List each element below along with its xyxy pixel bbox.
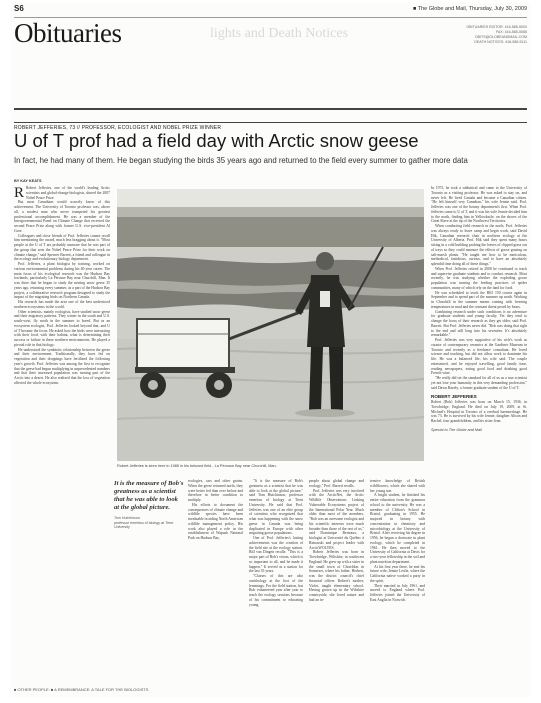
newspaper-page (10, 3, 531, 697)
article-paragraph: His efforts to document the consequences of climate change and wildlife species have been invaluable in aiding North American wildlife management policy. His work also played a role in the establishment of Wapusk National Park on Hudson Bay. (188, 502, 243, 540)
page-footer: ■ OTHER PEOPLE: ■ A REMEMBRANCE: A TALE FOR THE BIOLOGISTS (14, 687, 149, 692)
pull-quote-title: professor emeritus of biology at Trent University (114, 520, 174, 530)
article-column-6 (431, 186, 527, 682)
article-column-1 (14, 186, 110, 682)
drop-cap: R (14, 186, 25, 201)
section-divider (14, 108, 527, 110)
pull-quote-attribution (114, 516, 184, 530)
article-paragraph: Their married in July 1961, and moved to England where Prof. Jefferies joined the University of East Anglia in Norwich. (370, 583, 425, 602)
obituary-box-title: ROBERT JEFFERIES (431, 394, 477, 400)
pull-quote (114, 480, 184, 530)
article-paragraph: Robert Jefferies was born in Trowbridge, Wiltshire, in southwest England. He grew up with a sister in the small town of Chiseldon in Somerset, where his father, Herbert, was the district council's chief financial officer. Robert's mother, Violet, taught elementary school. Having grown up in the Wiltshire countryside, she loved nature and had an in- (309, 550, 364, 602)
article-byline: BY KAY KEATS (14, 179, 42, 183)
article-paragraph: Prof. Jefferies was very supportive of his wife's work as curator of contemporary ceramics at the Gardiner Museum in Toronto and recently as a freelance consultant. He loved science and teaching, but did not allow work to dominate his life. He was a balanced life, his wife said. The couple entertained, and he enjoyed travelling, good family time, reading newspapers, eating good food and drinking good French wine. (431, 338, 527, 376)
article-paragraph: One of Prof. Jefferies's lasting achievements was the creation of the field site at the ecology station. Bill van Dingen recalls: "This is a major part of Bob's vision, which is so important to all, and he made it happen." It served as a station for the last 35 years. (249, 536, 303, 574)
article-column-5 (370, 479, 425, 682)
pull-quote-name: Tom Hutchinson (114, 516, 140, 520)
article-paragraph: "He really did set the standard for all of us as a true scientist yet not lose your humanity in this very demanding profession," said Dawn Bazely, a former graduate student of the U of T. (431, 376, 527, 390)
article-paragraph: R Robert Jefferies, one of the world's leading Arctic scientists and global-change biologists, shared the 2007 Nobel Peace Prize. (14, 186, 110, 201)
photo-caption: Robert Jefferies is seen here in 1985 in his beloved field - La Pérouse Bay near Churchill, Man. (117, 464, 277, 468)
article-paragraph: His research has made the area one of the best understood northern ecosystems in the world. (14, 300, 110, 309)
article-paragraph: people about global change and ecology," Prof. Barrett recalls. (309, 479, 364, 488)
article-paragraph: Prof. Jefferies was very involved with the ArcticNet, the Arctic Wildlife Observations Linking Vulnerable Ecosystems project of the International Polar Year. Much older than most of the members, "Bob was an awesome ecologist and his scientific interests were much broader than those of the rest of us," said Dominique Berteaux, a biologist at Université du Québec à Rimouski and project leader with ArcticWOLVES. (309, 488, 364, 550)
obituary-box-text: Robert (Bob) Jefferies was born on March 15, 1936, in Trowbridge, England. He died on July 19, 2009, at St. Michael's Hospital in Toronto of a cerebral haemorrhage. He was 73. He is survived by his wife Jennie, daughter Alison and Rachel, four grandchildren, and his sister Jean. (431, 400, 527, 423)
article-paragraph: Prof. Jefferies, a plant biologist by training, worked on various environmental problems during his 40-year career. The main focus of his ecological research was the Hudson Bay lowlands, particularly La Pérouse Bay near Churchill, Man. It was there that he began to study the nesting snow geese 35 years ago, returning every summer, as a part of the Hudson Bay project, a collaborative research program designed to study the impact of the migrating birds on Northern Canada. (14, 262, 110, 300)
article-paragraph: When conducting field research in the north, Prof. Jefferies was always ready to leave camp and begin work, said David Hik, Canadian research chair in northern ecology at the University of Alberta. Prof. Hik said they spent many hours sitting in a cold building probing the leaves of clipped grass out of trays so they could measure the effects of goose grazing on salt-marsh plants. "He taught me how to be meticulous, methodical, fastidious, curious, and to have an absolutely splendid time doing all of these things." (431, 224, 527, 266)
article-paragraph: "Classes of this are also ornithology at the foot of the lemmings. For the field station, but Bob volunteered year after year to teach the ecology sessions because of his commitment to educating young (249, 574, 303, 607)
pull-quote-text: It is the measure of Bob's greatness as a scientist that he was able to look at the global picture. (114, 480, 184, 511)
article-paragraph: But most Canadians would scarcely know of this achievement. The University of Toronto professor was, above all, a modest man who never trumpeted his greatest professional accomplishment. He was a member of the Intergovernmental Panel on Climate Change that received the second Peace Prize along with former U.S. vice-president Al Gore. (14, 200, 110, 233)
article-column-2 (188, 479, 243, 682)
article-headline: U of T prof had a field day with Arctic snow geese (14, 130, 419, 151)
contact-info (419, 25, 527, 45)
article-paragraph: Colleagues and close friends of Prof. Jefferies cannot recall him mentioning the award, much less bragging about it. "Most people at the U of T are probably unaware that he was part of the group that won the Nobel Peace Prize for their work on climate change," said Spencer Barrett, a friend and colleague in the ecology and evolutionary biology department. (14, 233, 110, 262)
article-paragraph: In 1973, he took a sabbatical and came to the University of Toronto as a visiting professor. He was asked to stay on, and never left. He lived Canada and became a Canadian citizen. "He felt himself very Canadian," his wife Jennie said. Prof. Jefferies was one of the botany department's first. When Prof. Jefferies came to U of T, and it was his wife Jennie decided him to the north, finding him in Yellowknife, on the shores of the Great Slave at the tip of the Northwest Territories. (431, 186, 527, 224)
article-paragraph: He was scheduled to teach the BIO 150 course again in September and to spend part of the summer up north. Working in Churchill in the summer means coming with freezing temperatures in mud and the constant threat posed by bears. (431, 290, 527, 309)
contact-line: DEATH NOTICES: 416-585-5111 (474, 40, 527, 44)
kicker-divider (14, 122, 527, 123)
page-header-bar (14, 5, 527, 18)
article-paragraph: A bright student, he finished his entire education from the grammar school to the university. He was a member of Clifton's School in Bristol, graduating in 1955. He majored in botany with concentration in chemistry and microbiology at the University of Bristol. After receiving his degree in 1956, he began a doctorate in plant ecology, which he completed in 1961. He then moved to the University of California at Davis for a two-year fellowship in the soil and plant nutrition department. (370, 493, 425, 564)
article-paragraph: ecologies, cars and other grains. When the geese returned north, they were better fed than ever before and therefore in better condition to multiply. (188, 479, 243, 502)
contact-line: OBITS@GLOBEANDMAIL.COM (474, 35, 527, 39)
article-paragraph: He understood the symbiotic relationship between the geese and their environment. Traditionally, they have fed on vegetation and their droppings have fertilized the following year's growth. Prof. Jefferies was among the first to recognize that the geese had begun multiplying in unprecedented numbers and that their increased population was turning part of the Arctic into a desert. He also realized that the loss of vegetation affected the whole ecosystem. (14, 347, 110, 385)
masthead: ■ The Globe and Mail, Thursday, July 30, 2009 (413, 6, 527, 12)
field-photo-illustration (117, 189, 424, 461)
article-paragraph: When Prof. Jefferies retired in 2000 he continued to teach and supervise graduate students and to conduct research. Most recently, he was studying whether the exploding goose population was turning the feeding practices of spider communities, many of which rely on the land for food. (431, 266, 527, 290)
page-number: S6 (14, 4, 24, 13)
article-kicker: ROBERT JEFFERIES, 73 // PROFESSOR, ECOLOGIST AND NOBEL PRIZE WINNER (14, 125, 222, 131)
article-paragraph: Combining research under such conditions is no adventure for graduate students and young faculty. Yet they tend to change the focus of their research as they get older, said Prof. Barrett. But Prof. Jefferies never did. "Bob was doing that right to the end and still long into his seventies. It's absolutely remarkable." (431, 309, 527, 338)
article-paragraph: At his first year there, he met his future wife, Jennie Leslie, where the California native worked a party in the spirit. (370, 564, 425, 583)
article-column-3 (249, 479, 303, 682)
article-paragraph: Other scientists, mainly ecologists, have studied snow geese and their migratory patterns. They winter in the south and U.S. south-west, fly north in the summer to breed. But as an ecosystem ecologist, Prof. Jefferies looked beyond that, and U of T became the focus. He asked how the birds were interacting with their food, with their habitat, what is determining their success or failure in these northern environments. He played a pivotal role in that biology. (14, 309, 110, 347)
section-title: Obituaries (14, 18, 122, 48)
bleedthrough-text: lights and Death Notices (210, 26, 349, 41)
article-paragraph: "It is the measure of Bob's greatness as a scientist that he was able to look at the global picture," said Tom Hutchinson, professor emeritus of biology at Trent University. He said that Prof. Jefferies was one of an elite group of scientists who recognized that what was happening with the snow geese in Canada was being duplicated in Europe with other migrating goose populations. (249, 479, 303, 536)
contact-line: FAX: 416-585-5085 (495, 30, 527, 34)
special-credit: Special to The Globe and Mail (431, 427, 482, 432)
article-deck: In fact, he had many of them. He began studying the birds 35 years ago and returned to the field every summer to gather more data (14, 156, 468, 165)
article-photo (117, 189, 424, 461)
article-paragraph: tensive knowledge of British wildflowers, which she shared with her young son. (370, 479, 425, 493)
contact-line: OBITUARIES EDITOR: 416-585-5000 (466, 25, 527, 29)
article-column-4 (309, 479, 364, 682)
